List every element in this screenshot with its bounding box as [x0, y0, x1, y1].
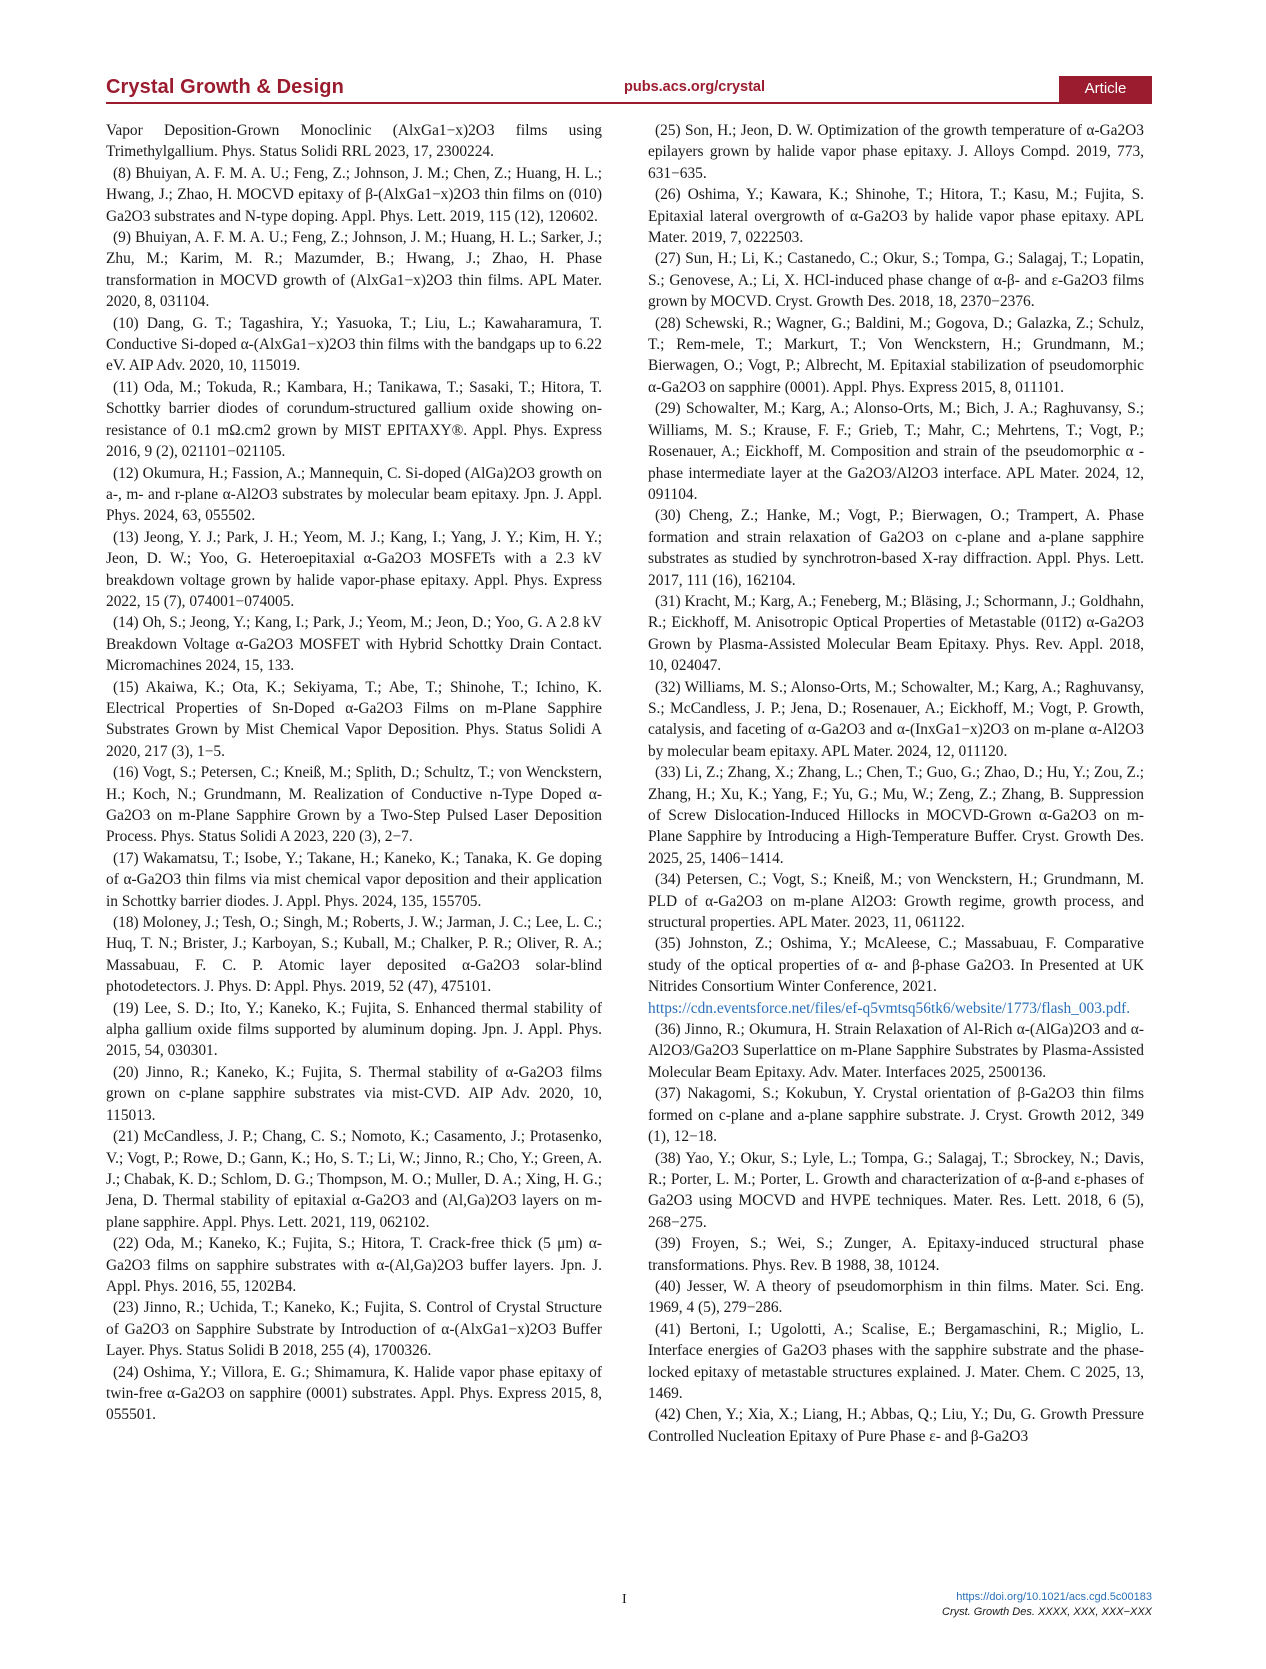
reference-item: (19) Lee, S. D.; Ito, Y.; Kaneko, K.; Fujita, S. Enhanced thermal stability of alpha gallium oxide films supported by aluminum doping. Jpn. J. Appl. Phys. 2015, 54, 030301. — [106, 999, 602, 1060]
reference-item: (11) Oda, M.; Tokuda, R.; Kambara, H.; Tanikawa, T.; Sasaki, T.; Hitora, T. Schottky barrier diodes of corundum-structured gallium oxide showing on-resistance of 0.1 mΩ.cm2 grown by MIST EPITAXY®. Appl. Phys. Express 2016, 9 (2), 021101−021105. — [106, 378, 602, 461]
reference-item: (39) Froyen, S.; Wei, S.; Zunger, A. Epitaxy-induced structural phase transformations. Phys. Rev. B 1988, 38, 10124. — [648, 1235, 1144, 1274]
header-rule — [106, 102, 1152, 104]
reference-item: (26) Oshima, Y.; Kawara, K.; Shinohe, T.; Hitora, T.; Kasu, M.; Fujita, S. Epitaxial lateral overgrowth of α-Ga2O3 by halide vapor phase epitaxy. APL Mater. 2019, 7, 0222503. — [648, 186, 1144, 247]
reference-url-link[interactable]: https://cdn.eventsforce.net/files/ef-q5vmtsq56tk6/website/1773/flash_003.pdf. — [648, 999, 1131, 1017]
reference-item: (37) Nakagomi, S.; Kokubun, Y. Crystal orientation of β-Ga2O3 thin films formed on c-plane and a-plane sapphire substrate. J. Cryst. Growth 2012, 349 (1), 12−18. — [648, 1085, 1144, 1146]
reference-item: (14) Oh, S.; Jeong, Y.; Kang, I.; Park, J.; Yeom, M.; Jeon, D.; Yoo, G. A 2.8 kV Breakdown Voltage α-Ga2O3 MOSFET with Hybrid Schottky Drain Contact. Micromachines 2024, 15, 133. — [106, 614, 602, 675]
journal-header — [106, 76, 1152, 102]
reference-item: (15) Akaiwa, K.; Ota, K.; Sekiyama, T.; Abe, T.; Shinohe, T.; Ichino, K. Electrical Properties of Sn-Doped α-Ga2O3 Films on m-Plane Sapphire Substrates Grown by Mist Chemical Vapor Deposition. Phys. Status Solidi A 2020, 217 (3), 1−5. — [106, 678, 602, 760]
reference-item: (12) Okumura, H.; Fassion, A.; Mannequin, C. Si-doped (AlGa)2O3 growth on a-, m- and r-plane α-Al2O3 substrates by molecular beam epitaxy. Jpn. J. Appl. Phys. 2024, 63, 055502. — [106, 464, 602, 525]
references-column-left — [106, 120, 602, 1426]
reference-item: (33) Li, Z.; Zhang, X.; Zhang, L.; Chen, T.; Guo, G.; Zhao, D.; Hu, Y.; Zou, Z.; Zhang, H.; Xu, K.; Yang, F.; Yu, G.; Mu, W.; Zeng, Z.; Zhang, B. Suppression of Screw Dislocation-Induced Hillocks in MOCVD-Grown α-Ga2O3 on m-Plane Sapphire by Introducing a High-Temperature Buffer. Cryst. Growth Des. 2025, 25, 1406−1414. — [648, 764, 1144, 867]
reference-item: (38) Yao, Y.; Okur, S.; Lyle, L.; Tompa, G.; Salagaj, T.; Sbrockey, N.; Davis, R.; Porter, L. M.; Porter, L. Growth and characterization of α-β-and ε-phases of Ga2O3 using MOCVD and HVPE techniques. Mater. Res. Lett. 2018, 6 (5), 268−275. — [648, 1149, 1144, 1231]
reference-item: (24) Oshima, Y.; Villora, E. G.; Shimamura, K. Halide vapor phase epitaxy of twin-free α-Ga2O3 on sapphire (0001) substrates. Appl. Phys. Express 2015, 8, 055501. — [106, 1363, 602, 1424]
reference-item: (16) Vogt, S.; Petersen, C.; Kneiß, M.; Splith, D.; Schultz, T.; von Wenckstern, H.; Koch, N.; Grundmann, M. Realization of Conductive n-Type Doped α-Ga2O3 on m-Plane Sapphire Grown by a Two-Step Pulsed Laser Deposition Process. Phys. Status Solidi A 2023, 220 (3), 2−7. — [106, 764, 602, 846]
article-type-badge: Article — [1059, 76, 1152, 102]
reference-item: Vapor Deposition-Grown Monoclinic (AlxGa1−x)2O3 films using Trimethylgallium. Phys. Status Solidi RRL 2023, 17, 2300224. — [106, 122, 602, 161]
reference-item: (29) Schowalter, M.; Karg, A.; Alonso-Orts, M.; Bich, J. A.; Raghuvansy, S.; Williams, M. S.; Krause, F. F.; Grieb, T.; Mahr, C.; Mehrtens, T.; Vogt, P.; Rosenauer, A.; Eickhoff, M. Composition and strain of the pseudomorphic α -phase intermediate layer at the Ga2O3/Al2O3 interface. APL Mater. 2024, 12, 091104. — [648, 400, 1144, 503]
reference-item: (21) McCandless, J. P.; Chang, C. S.; Nomoto, K.; Casamento, J.; Protasenko, V.; Vogt, P.; Rowe, D.; Gann, K.; Ho, S. T.; Li, W.; Jinno, R.; Cho, Y.; Green, A. J.; Chabak, K. D.; Schlom, D. G.; Thompson, M. O.; Muller, D. A.; Xing, H. G.; Jena, D. Thermal stability of epitaxial α-Ga2O3 and (Al,Ga)2O3 layers on m-plane sapphire. Appl. Phys. Lett. 2021, 119, 062102. — [106, 1128, 602, 1231]
journal-title: Crystal Growth & Design — [106, 76, 344, 98]
reference-item: (13) Jeong, Y. J.; Park, J. H.; Yeom, M. J.; Kang, I.; Yang, J. Y.; Kim, H. Y.; Jeon, D. W.; Yoo, G. Heteroepitaxial α-Ga2O3 MOSFETs with a 2.3 kV breakdown voltage grown by halide vapor-phase epitaxy. Appl. Phys. Express 2022, 15 (7), 074001−074005. — [106, 528, 602, 610]
reference-item: (8) Bhuiyan, A. F. M. A. U.; Feng, Z.; Johnson, J. M.; Chen, Z.; Huang, H. L.; Hwang, J.; Zhao, H. MOCVD epitaxy of β-(AlxGa1−x)2O3 thin films on (010) Ga2O3 substrates and N-type doping. Appl. Phys. Lett. 2019, 115 (12), 120602. — [106, 164, 602, 225]
reference-item: (28) Schewski, R.; Wagner, G.; Baldini, M.; Gogova, D.; Galazka, Z.; Schulz, T.; Rem-mele, T.; Markurt, T.; Von Wenckstern, H.; Grundmann, M.; Bierwagen, O.; Vogt, P.; Albrecht, M. Epitaxial stabilization of pseudomorphic α-Ga2O3 on sapphire (0001). Appl. Phys. Express 2015, 8, 011101. — [648, 314, 1144, 396]
reference-item: (10) Dang, G. T.; Tagashira, Y.; Yasuoka, T.; Liu, L.; Kawaharamura, T. Conductive Si-doped α-(AlxGa1−x)2O3 thin films with the bandgaps up to 6.22 eV. AIP Adv. 2020, 10, 115019. — [106, 314, 602, 375]
reference-item: (42) Chen, Y.; Xia, X.; Liang, H.; Abbas, Q.; Liu, Y.; Du, G. Growth Pressure Controlled Nucleation Epitaxy of Pure Phase ε- and β-Ga2O3 — [648, 1406, 1144, 1445]
reference-item: (22) Oda, M.; Kaneko, K.; Fujita, S.; Hitora, T. Crack-free thick (5 μm) α-Ga2O3 films on sapphire substrates with α-(Al,Ga)2O3 buffer layers. Jpn. J. Appl. Phys. 2016, 55, 1202B4. — [106, 1235, 602, 1295]
reference-item: (17) Wakamatsu, T.; Isobe, Y.; Takane, H.; Kaneko, K.; Tanaka, K. Ge doping of α-Ga2O3 thin films via mist chemical vapor deposition and their application in Schottky barrier diodes. J. Appl. Phys. 2024, 135, 155705. — [106, 849, 602, 910]
reference-item: (36) Jinno, R.; Okumura, H. Strain Relaxation of Al-Rich α-(AlGa)2O3 and α-Al2O3/Ga2O3 Superlattice on m-Plane Sapphire Substrates by Plasma-Assisted Molecular Beam Epitaxy. Adv. Mater. Interfaces 2025, 2500136. — [648, 1021, 1144, 1081]
reference-item: (27) Sun, H.; Li, K.; Castanedo, C.; Okur, S.; Tompa, G.; Salagaj, T.; Lopatin, S.; Genovese, A.; Li, X. HCl-induced phase change of α-β- and ε-Ga2O3 films grown by MOCVD. Cryst. Growth Des. 2018, 18, 2370−2376. — [648, 250, 1144, 311]
reference-item: (35) Johnston, Z.; Oshima, Y.; McAleese, C.; Massabuau, F. Comparative study of the optical properties of α- and β-phase Ga2O3. In Presented at UK Nitrides Consortium Winter Conference, 2021. — [648, 935, 1144, 996]
reference-item: (9) Bhuiyan, A. F. M. A. U.; Feng, Z.; Johnson, J. M.; Huang, H. L.; Sarker, J.; Zhu, M.; Karim, M. R.; Mazumder, B.; Hwang, J.; Zhao, H. Phase transformation in MOCVD growth of (AlxGa1−x)2O3 thin films. APL Mater. 2020, 8, 031104. — [106, 229, 602, 311]
reference-item: (25) Son, H.; Jeon, D. W. Optimization of the growth temperature of α-Ga2O3 epilayers grown by halide vapor phase epitaxy. J. Alloys Compd. 2019, 773, 631−635. — [648, 122, 1144, 182]
page-number: I — [622, 1592, 627, 1607]
doi-link[interactable]: https://doi.org/10.1021/acs.cgd.5c00183 — [956, 1591, 1152, 1603]
reference-item: (34) Petersen, C.; Vogt, S.; Kneiß, M.; von Wenckstern, H.; Grundmann, M. PLD of α-Ga2O3 on m-plane Al2O3: Growth regime, growth process, and structural properties. APL Mater. 2023, 11, 061122. — [648, 871, 1144, 932]
reference-item: (20) Jinno, R.; Kaneko, K.; Fujita, S. Thermal stability of α-Ga2O3 films grown on c-plane sapphire substrates via mist-CVD. AIP Adv. 2020, 10, 115013. — [106, 1063, 602, 1124]
reference-item: (41) Bertoni, I.; Ugolotti, A.; Scalise, E.; Bergamaschini, R.; Miglio, L. Interface energies of Ga2O3 phases with the sapphire substrate and the phase-locked epitaxy of metastable structures explained. J. Mater. Chem. C 2025, 13, 1469. — [648, 1320, 1144, 1402]
references-column-right — [648, 120, 1144, 1447]
journal-site-link[interactable]: pubs.acs.org/crystal — [624, 79, 766, 95]
reference-item: (18) Moloney, J.; Tesh, O.; Singh, M.; Roberts, J. W.; Jarman, J. C.; Lee, L. C.; Huq, T. N.; Brister, J.; Karboyan, S.; Kuball, M.; Chalker, P. R.; Oliver, R. A.; Massabuau, F. C. P. Atomic layer deposited α-Ga2O3 solar-blind photodetectors. J. Phys. D: Appl. Phys. 2019, 52 (47), 475101. — [106, 914, 602, 996]
reference-item: (31) Kracht, M.; Karg, A.; Feneberg, M.; Bläsing, J.; Schormann, J.; Goldhahn, R.; Eickhoff, M. Anisotropic Optical Properties of Metastable (011̄2) α-Ga2O3 Grown by Plasma-Assisted Molecular Beam Epitaxy. Phys. Rev. Appl. 2018, 10, 024047. — [648, 592, 1144, 675]
reference-item: (40) Jesser, W. A theory of pseudomorphism in thin films. Mater. Sci. Eng. 1969, 4 (5), 279−286. — [648, 1277, 1144, 1317]
reference-item: (30) Cheng, Z.; Hanke, M.; Vogt, P.; Bierwagen, O.; Trampert, A. Phase formation and strain relaxation of Ga2O3 on c-plane and a-plane sapphire substrates as studied by synchrotron-based X-ray diffraction. Appl. Phys. Lett. 2017, 111 (16), 162104. — [648, 507, 1144, 589]
reference-item: (23) Jinno, R.; Uchida, T.; Kaneko, K.; Fujita, S. Control of Crystal Structure of Ga2O3 on Sapphire Substrate by Introduction of α-(AlxGa1−x)2O3 Buffer Layer. Phys. Status Solidi B 2018, 255 (4), 1700326. — [106, 1299, 602, 1360]
reference-item: (32) Williams, M. S.; Alonso-Orts, M.; Schowalter, M.; Karg, A.; Raghuvansy, S.; McCandless, J. P.; Jena, D.; Rosenauer, A.; Eickhoff, M.; Vogt, P. Growth, catalysis, and faceting of α-Ga2O3 and α-(InxGa1−x)2O3 on m-plane α-Al2O3 by molecular beam epitaxy. APL Mater. 2024, 12, 011120. — [648, 678, 1144, 760]
citation-line: Cryst. Growth Des. XXXX, XXX, XXX−XXX — [942, 1606, 1152, 1618]
